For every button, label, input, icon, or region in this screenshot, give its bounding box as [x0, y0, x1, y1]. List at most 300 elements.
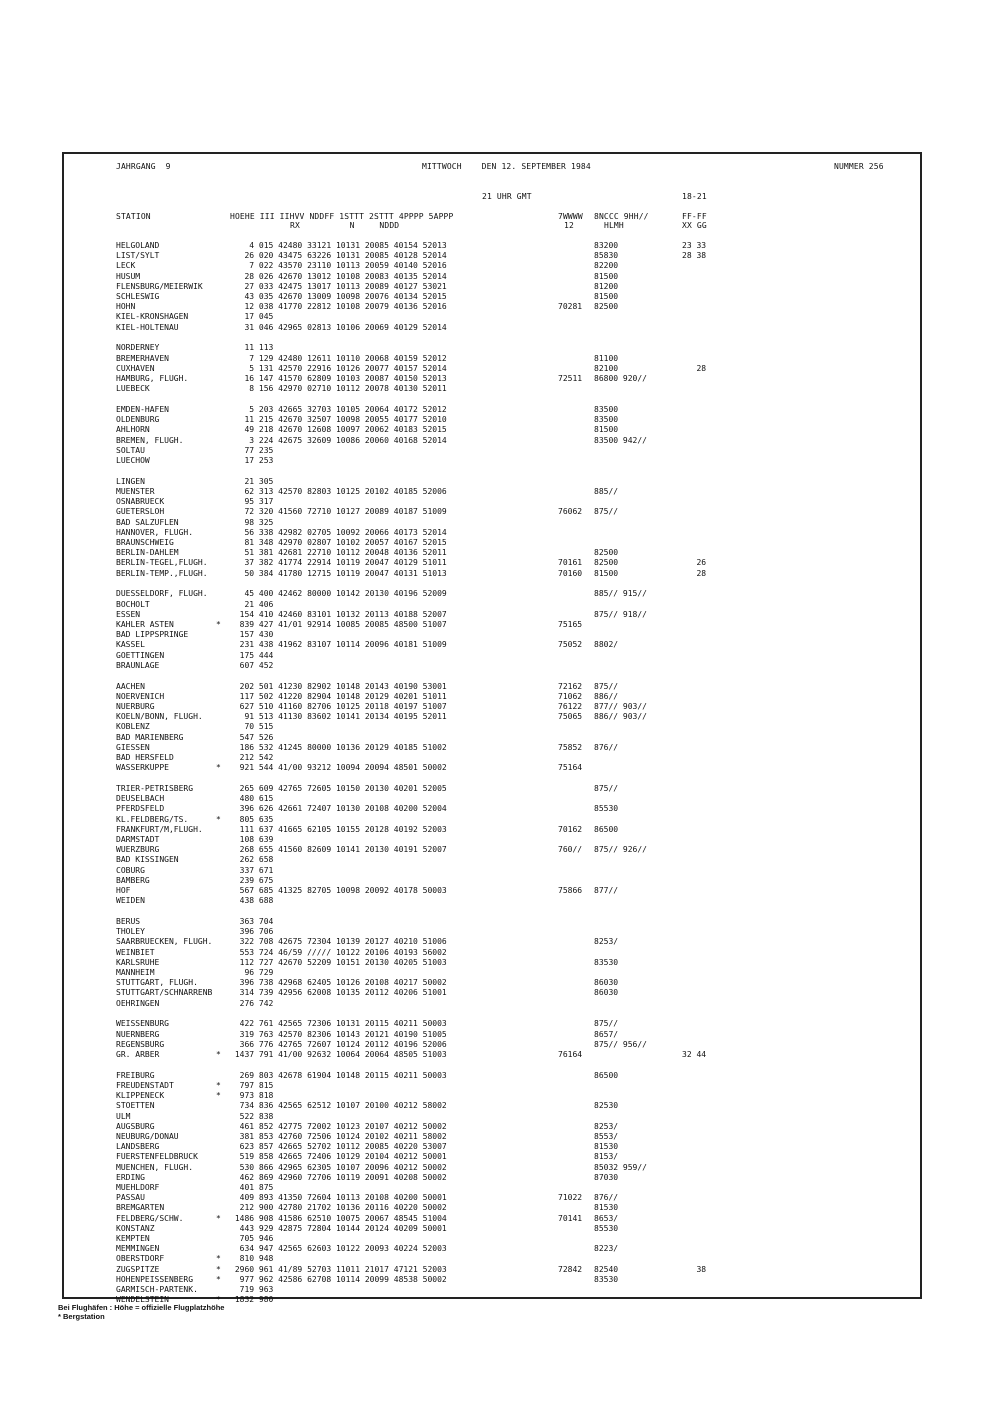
station-name: GUETERSLOH [116, 507, 165, 517]
station-row [64, 343, 920, 353]
station-name: HOHN [116, 302, 136, 312]
mountain-station-marker: * [216, 1264, 221, 1274]
station-row [64, 886, 920, 896]
cloud-group: 86500 [594, 824, 619, 834]
station-row [64, 640, 920, 650]
observation-data: 50 384 41780 12715 10119 20047 40131 51013 [230, 568, 447, 578]
cloud-group: 85830 [594, 251, 619, 261]
station-row [64, 1040, 920, 1050]
cloud-group: 8553/ [594, 1132, 619, 1141]
observation-data: 96 729 [230, 968, 274, 977]
cloud-group: 886// 903// [594, 712, 647, 722]
observation-data: 157 430 [230, 630, 274, 640]
station-column-header: STATION [116, 212, 151, 221]
station-row [64, 682, 920, 692]
gust-group: 32 44 [682, 1050, 707, 1059]
station-row [64, 497, 920, 507]
mountain-station-marker: * [216, 814, 221, 824]
group7-header: 7WWWW [558, 212, 583, 221]
station-row [64, 507, 920, 517]
station-row [64, 1101, 920, 1111]
observation-data: 77 235 [230, 445, 274, 455]
observation-data: 3 224 42675 32609 10086 20060 40168 52014 [230, 435, 447, 445]
cloud-group: 86500 [594, 1070, 619, 1080]
gust-group: 23 33 [682, 241, 707, 250]
station-row [64, 261, 920, 271]
observation-data: 634 947 42565 62603 10122 20093 40224 52003 [230, 1244, 447, 1254]
station-name: SOLTAU [116, 445, 145, 455]
cloud-group: 85530 [594, 1223, 619, 1233]
station-row [64, 620, 920, 630]
station-row [64, 302, 920, 312]
station-name: AUGSBURG [116, 1121, 155, 1131]
station-row [64, 415, 920, 425]
cloud-group: 875// [594, 507, 619, 517]
cloud-group: 81100 [594, 353, 619, 363]
station-row [64, 1152, 920, 1162]
cloud-group: 875// 926// [594, 845, 647, 855]
observation-data: 839 427 41/01 92914 10085 20085 48500 51007 [230, 620, 447, 629]
observation-data: 396 626 42661 72407 10130 20108 40200 52004 [230, 804, 447, 814]
station-name: WEIDEN [116, 896, 145, 906]
cloud-group: 8223/ [594, 1244, 619, 1254]
station-row [64, 241, 920, 251]
station-row [64, 272, 920, 282]
station-row [64, 743, 920, 753]
observation-data: 269 803 42678 61904 10148 20115 40211 50003 [230, 1070, 447, 1080]
station-name: DEUSELBACH [116, 794, 165, 804]
station-name: ERDING [116, 1172, 145, 1182]
station-row [64, 804, 920, 814]
gust-subheader: XX GG [682, 221, 707, 230]
station-name: STUTTGART, FLUGH. [116, 978, 198, 988]
station-name: NUERBURG [116, 702, 155, 711]
observation-data: 265 609 42765 72605 10150 20130 40201 52005 [230, 784, 447, 793]
station-row [64, 538, 920, 548]
observation-data: 322 708 42675 72304 10139 20127 40210 51006 [230, 937, 447, 947]
station-row [64, 1173, 920, 1183]
station-row [64, 712, 920, 722]
station-name: FUERSTENFELDBRUCK [116, 1152, 198, 1162]
data-columns-header: HOEHE III IIHVV NDDFF 1STTT 2STTT 4PPPP 5APPP [230, 212, 454, 221]
footnote-airport-height: Bei Flughäfen : Höhe = offizielle Flugplatzhöhe [58, 1303, 225, 1312]
observation-data: 202 501 41230 82902 10148 20143 40190 53001 [230, 681, 447, 691]
station-name: LIST/SYLT [116, 251, 160, 261]
station-name: BAD MARIENBERG [116, 732, 184, 742]
station-name: REGENSBURG [116, 1039, 165, 1049]
station-row [64, 589, 920, 599]
station-row [64, 456, 920, 466]
cloud-group: 81530 [594, 1203, 619, 1213]
cloud-group: 877// 903// [594, 702, 647, 711]
observation-data: 16 147 41570 62809 10103 20087 40150 52013 [230, 374, 447, 383]
cloud-group: 886// [594, 691, 619, 701]
gust-group: 28 [682, 568, 707, 578]
station-name: COBURG [116, 865, 145, 875]
station-row [64, 354, 920, 364]
station-name: DARMSTADT [116, 835, 160, 844]
station-row [64, 948, 920, 958]
observation-data: 462 869 42960 72706 10119 20091 40208 50002 [230, 1172, 447, 1182]
cloud-group: 82500 [594, 302, 619, 312]
weather-group: 70160 [558, 568, 583, 578]
observation-data: 797 815 [230, 1081, 274, 1090]
observation-data: 627 510 41160 82706 10125 20118 40197 51007 [230, 702, 447, 711]
gust-header: FF-FF [682, 212, 707, 221]
station-name: FREUDENSTADT [116, 1081, 174, 1090]
station-row [64, 630, 920, 640]
station-name: GOETTINGEN [116, 650, 165, 660]
observation-data: 17 045 [230, 312, 274, 322]
station-row [64, 937, 920, 947]
observation-data: 117 502 41220 82904 10148 20129 40201 51011 [230, 691, 447, 701]
station-name: GR. ARBER [116, 1050, 160, 1059]
gust-group: 28 [682, 363, 707, 373]
weather-group: 75065 [558, 712, 583, 722]
cloud-group: 81200 [594, 281, 619, 291]
time-range: 18-21 [682, 192, 707, 201]
station-name: BAD KISSINGEN [116, 855, 179, 865]
observation-data: 12 038 41770 22812 10108 20079 40136 52016 [230, 302, 447, 312]
station-row [64, 927, 920, 937]
observation-data: 396 706 [230, 927, 274, 937]
station-row [64, 1193, 920, 1203]
station-name: PASSAU [116, 1193, 145, 1203]
observation-data: 319 763 42570 82306 10143 20121 40190 51005 [230, 1029, 447, 1039]
station-row [64, 1254, 920, 1264]
observation-data: 268 655 41560 82609 10141 20130 40191 52007 [230, 845, 447, 855]
cloud-group: 86030 [594, 978, 619, 988]
station-row [64, 722, 920, 732]
station-name: NOERVENICH [116, 691, 165, 701]
observation-data: 212 900 42780 21702 10136 20116 40220 50002 [230, 1203, 447, 1213]
station-name: HAMBURG, FLUGH. [116, 374, 189, 383]
station-row [64, 528, 920, 538]
station-row [64, 1050, 920, 1060]
cloud-group: 877// [594, 886, 619, 895]
observation-data: 607 452 [230, 660, 274, 670]
station-name: ZUGSPITZE [116, 1264, 160, 1274]
observation-data: 56 338 42982 02705 10092 20066 40173 52014 [230, 527, 447, 537]
mountain-station-marker: * [216, 1274, 221, 1284]
station-row [64, 988, 920, 998]
observation-data: 81 348 42970 02807 10102 20057 40167 52015 [230, 538, 447, 547]
observation-data: 26 020 43475 63226 10131 20085 40128 52014 [230, 251, 447, 261]
report-date: MITTWOCH DEN 12. SEPTEMBER 1984 [422, 162, 591, 171]
observation-data: 438 688 [230, 896, 274, 906]
station-name: STOETTEN [116, 1101, 155, 1111]
weather-group: 76062 [558, 507, 583, 517]
station-row [64, 374, 920, 384]
cloud-group: 82500 [594, 548, 619, 558]
cloud-group: 85530 [594, 804, 619, 814]
observation-data: 276 742 [230, 998, 274, 1008]
station-name: LUECHOW [116, 456, 150, 465]
observation-data: 547 526 [230, 732, 274, 742]
cloud-group: 81500 [594, 425, 619, 435]
station-name: BREMGARTEN [116, 1203, 165, 1213]
station-row [64, 518, 920, 528]
station-name: DUESSELDORF, FLUGH. [116, 589, 208, 599]
observation-data: 186 532 41245 80000 10136 20129 40185 51002 [230, 742, 447, 752]
station-name: STUTTGART/SCHNARRENB [116, 988, 213, 998]
cloud-group: 8653/ [594, 1213, 619, 1223]
cloud-group: 81500 [594, 568, 619, 578]
mountain-station-marker: * [216, 1254, 221, 1264]
station-name: OSNABRUECK [116, 497, 165, 507]
station-name: WEISSENBURG [116, 1019, 169, 1029]
station-row [64, 794, 920, 804]
observation-data: 11 113 [230, 343, 274, 353]
cloud-group: 82540 [594, 1264, 619, 1274]
station-name: BERUS [116, 917, 141, 926]
station-row [64, 866, 920, 876]
station-name: OLDENBURG [116, 415, 160, 425]
cloud-group: 8253/ [594, 1121, 619, 1131]
gust-group: 28 38 [682, 251, 707, 261]
station-name: ESSEN [116, 609, 141, 619]
station-name: BRAUNLAGE [116, 660, 160, 670]
cloud-group: 885// [594, 487, 619, 496]
station-name: NUERNBERG [116, 1029, 160, 1039]
observation-data: 519 858 42665 72406 10129 20104 40212 50001 [230, 1152, 447, 1162]
cloud-group: 83500 [594, 415, 619, 425]
observation-data: 1437 791 41/00 92632 10064 20064 48505 51003 [230, 1050, 447, 1059]
station-row [64, 1224, 920, 1234]
cloud-group: 875// [594, 1019, 619, 1029]
mountain-station-marker: * [216, 1081, 221, 1090]
station-row [64, 425, 920, 435]
station-row [64, 569, 920, 579]
group7-subheader: 12 [564, 221, 574, 230]
station-name: TRIER-PETRISBERG [116, 784, 194, 793]
station-row [64, 282, 920, 292]
station-name: BAD HERSFELD [116, 753, 174, 762]
station-row [64, 1132, 920, 1142]
station-name: KEMPTEN [116, 1234, 150, 1243]
mountain-station-marker: * [216, 1050, 221, 1059]
station-row [64, 733, 920, 743]
observation-data: 45 400 42462 80000 10142 20130 40196 52009 [230, 589, 447, 599]
station-name: KASSEL [116, 640, 145, 650]
cloud-group: 875// 956// [594, 1039, 647, 1049]
station-row [64, 446, 920, 456]
station-row [64, 1081, 920, 1091]
station-row [64, 825, 920, 835]
cloud-group: 83530 [594, 1274, 619, 1284]
station-name: BRAUNSCHWEIG [116, 538, 174, 547]
mountain-station-marker: * [216, 763, 221, 773]
station-row [64, 692, 920, 702]
data-columns-subheader: RX N NDDD [290, 221, 400, 230]
station-name: WENDELSTEIN [116, 1295, 169, 1305]
station-name: AHLHORN [116, 425, 150, 435]
cloud-group: 81500 [594, 271, 619, 281]
observation-data: 43 035 42670 13009 10098 20076 40134 52015 [230, 292, 447, 301]
station-name: BERLIN-TEMP.,FLUGH. [116, 568, 208, 578]
observation-data: 1486 908 41586 62510 10075 20067 48545 51004 [230, 1213, 447, 1223]
observation-data: 522 838 [230, 1111, 274, 1121]
cloud-group: 875// [594, 681, 619, 691]
station-name: OEHRINGEN [116, 998, 160, 1008]
observation-data: 62 313 42570 82803 10125 20102 40185 52006 [230, 487, 447, 496]
observation-data: 37 382 41774 22914 10119 20047 40129 51011 [230, 558, 447, 568]
observation-data: 21 305 [230, 476, 274, 486]
station-name: NEUBURG/DONAU [116, 1132, 179, 1141]
station-name: HELGOLAND [116, 241, 160, 250]
observation-data: 112 727 42670 52209 10151 20130 40205 51003 [230, 957, 447, 967]
station-row [64, 815, 920, 825]
weather-group: 75164 [558, 763, 583, 773]
observation-data: 4 015 42480 33121 10131 20085 40154 52013 [230, 241, 447, 250]
observation-data: 231 438 41962 83107 10114 20096 40181 51009 [230, 640, 447, 650]
station-row [64, 251, 920, 261]
station-name: KIEL-HOLTENAU [116, 322, 179, 332]
station-row [64, 968, 920, 978]
station-name: LANDSBERG [116, 1142, 160, 1152]
cloud-group: 885// 915// [594, 589, 647, 599]
station-name: BOCHOLT [116, 599, 150, 609]
observation-data: 623 857 42665 52702 10112 20085 40220 53007 [230, 1142, 447, 1152]
station-name: KL.FELDBERG/TS. [116, 814, 189, 824]
observation-data: 734 836 42565 62512 10107 20100 40212 58002 [230, 1101, 447, 1111]
station-name: BAD SALZUFLEN [116, 517, 179, 527]
station-row [64, 1244, 920, 1254]
observation-time: 21 UHR GMT [482, 192, 532, 201]
observation-data: 108 639 [230, 835, 274, 844]
station-name: SCHLESWIG [116, 292, 160, 301]
issue-number: JAHRGANG 9 [116, 162, 171, 171]
weather-group: 75165 [558, 620, 583, 629]
observation-data: 443 929 42875 72804 10144 20124 40209 50001 [230, 1223, 447, 1233]
station-row [64, 1275, 920, 1285]
weather-group: 75866 [558, 886, 583, 895]
station-row [64, 558, 920, 568]
station-row [64, 763, 920, 773]
station-name: SAARBRUECKEN, FLUGH. [116, 937, 213, 947]
station-name: HOHENPEISSENBERG [116, 1274, 194, 1284]
station-row [64, 1071, 920, 1081]
station-row [64, 651, 920, 661]
weather-group: 72511 [558, 374, 583, 383]
observation-data: 366 776 42765 72607 10124 20112 40196 52006 [230, 1039, 447, 1049]
station-row [64, 600, 920, 610]
station-row [64, 1214, 920, 1224]
station-row [64, 1234, 920, 1244]
station-name: WEINBIET [116, 947, 155, 957]
weather-group: 75052 [558, 640, 583, 650]
station-name: BERLIN-TEGEL,FLUGH. [116, 558, 208, 568]
observation-data: 973 818 [230, 1091, 274, 1101]
cloud-group: 81500 [594, 292, 619, 301]
observation-data: 91 513 41130 83602 10141 20134 40195 52011 [230, 712, 447, 722]
station-row [64, 477, 920, 487]
observation-data: 8 156 42970 02710 10112 20078 40130 52011 [230, 384, 447, 394]
observation-data: 7 022 43570 23110 10113 20059 40140 52016 [230, 261, 447, 271]
station-row [64, 1142, 920, 1152]
station-name: AACHEN [116, 681, 145, 691]
observation-data: 21 406 [230, 599, 274, 609]
station-name: KIEL-KRONSHAGEN [116, 312, 189, 322]
station-name: HANNOVER, FLUGH. [116, 527, 194, 537]
observation-data: 567 685 41325 82705 10098 20092 40178 50003 [230, 886, 447, 895]
observation-data: 27 033 42475 13017 10113 20089 40127 53021 [230, 281, 447, 291]
cloud-group: 83500 942// [594, 435, 647, 445]
observation-data: 5 131 42570 22916 10126 20077 40157 52014 [230, 363, 447, 373]
weather-group: 76164 [558, 1050, 583, 1059]
observation-data: 805 635 [230, 814, 274, 824]
station-row [64, 958, 920, 968]
station-row [64, 1030, 920, 1040]
observation-data: 409 893 41350 72604 10113 20108 40200 50001 [230, 1193, 447, 1203]
station-name: LINGEN [116, 476, 145, 486]
station-name: BERLIN-DAHLEM [116, 548, 179, 558]
cloud-group: 875// 918// [594, 609, 647, 619]
station-row [64, 896, 920, 906]
cloud-group: 83500 [594, 405, 619, 414]
cloud-group: 82200 [594, 261, 619, 271]
weather-group: 71062 [558, 691, 583, 701]
station-row [64, 1122, 920, 1132]
station-row [64, 436, 920, 446]
station-name: PFERDSFELD [116, 804, 165, 814]
footnote-mountain-station: * Bergstation [58, 1312, 105, 1321]
observation-data: 72 320 41560 72710 10127 20089 40187 51009 [230, 507, 447, 517]
cloud-group: 876// [594, 742, 619, 752]
station-row [64, 1091, 920, 1101]
observation-data: 28 026 42670 13012 10108 20083 40135 52014 [230, 271, 447, 281]
observation-data: 422 761 42565 72306 10131 20115 40211 50003 [230, 1019, 447, 1029]
station-row [64, 978, 920, 988]
cloud-group: 82100 [594, 363, 619, 373]
station-name: LUEBECK [116, 384, 150, 394]
station-name: KONSTANZ [116, 1223, 155, 1233]
observation-data: 921 544 41/00 93212 10094 20094 48501 50002 [230, 763, 447, 773]
observation-data: 212 542 [230, 753, 274, 762]
station-name: CUXHAVEN [116, 363, 155, 373]
station-name: LECK [116, 261, 136, 271]
observation-data: 11 215 42670 32507 10098 20055 40177 52010 [230, 415, 447, 425]
station-name: GARMISCH-PARTENK. [116, 1285, 198, 1294]
station-name: GIESSEN [116, 742, 150, 752]
station-row [64, 845, 920, 855]
observation-data: 154 410 42460 83101 10132 20113 40188 52007 [230, 609, 447, 619]
station-name: KARLSRUHE [116, 957, 160, 967]
observation-data: 95 317 [230, 497, 274, 507]
station-name: FLENSBURG/MEIERWIK [116, 281, 203, 291]
station-row [64, 702, 920, 712]
station-name: FELDBERG/SCHW. [116, 1213, 184, 1223]
station-name: HUSUM [116, 271, 141, 281]
station-name: WUERZBURG [116, 845, 160, 855]
station-name: EMDEN-HAFEN [116, 405, 169, 414]
station-row [64, 1265, 920, 1275]
group8-header: 8NCCC 9HH// [594, 212, 649, 221]
observation-data: 7 129 42480 12611 10110 20068 40159 52012 [230, 353, 447, 363]
observation-data: 553 724 46/59 ///// 10122 20106 40193 56002 [230, 947, 447, 957]
weather-group: 76122 [558, 702, 583, 711]
station-row [64, 876, 920, 886]
station-name: FREIBURG [116, 1070, 155, 1080]
cloud-group: 81530 [594, 1142, 619, 1152]
station-name: ULM [116, 1111, 131, 1121]
station-row [64, 835, 920, 845]
weather-group: 70141 [558, 1213, 583, 1223]
station-name: MUENSTER [116, 487, 155, 496]
station-row [64, 1163, 920, 1173]
station-row [64, 610, 920, 620]
gust-group: 26 [682, 558, 707, 568]
